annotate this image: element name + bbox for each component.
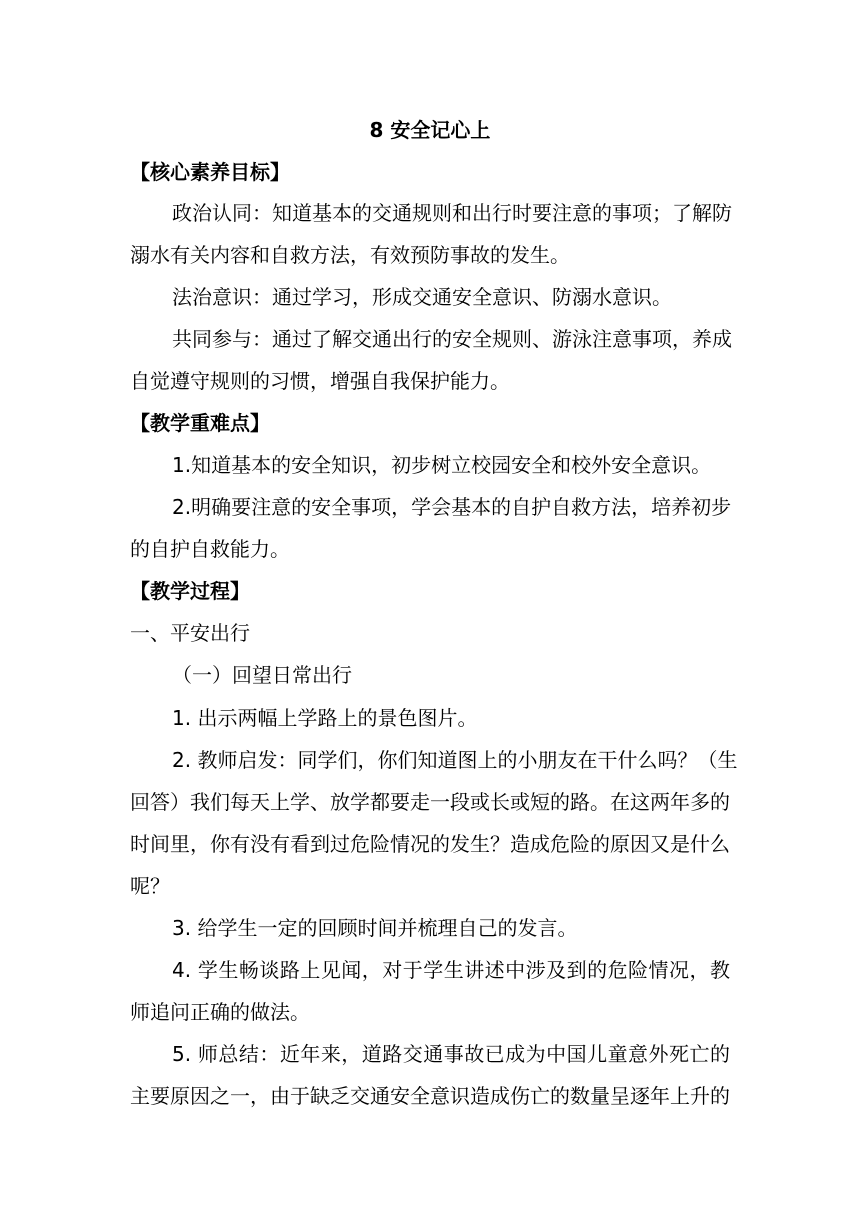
process-step2-line3: 时间里，你有没有看到过危险情况的发生？造成危险的原因又是什么 [130, 832, 730, 856]
heading-process: 【教学过程】 [130, 579, 250, 603]
process-part1-title: 一、平安出行 [130, 621, 250, 645]
process-step4-line2: 师追问正确的做法。 [130, 1000, 310, 1024]
process-step5-line1: 5. 师总结：近年来，道路交通事故已成为中国儿童意外死亡的 [172, 1042, 730, 1066]
process-step1-line1: 1. 出示两幅上学路上的景色图片。 [172, 706, 478, 730]
process-subpart1-title: （一）回望日常出行 [172, 663, 352, 687]
process-step3-line1: 3. 给学生一定的回顾时间并梳理自己的发言。 [172, 916, 578, 940]
core-goals-para1-line2: 溺水有关内容和自救方法，有效预防事故的发生。 [130, 243, 570, 267]
process-step2-line4: 呢？ [130, 874, 170, 898]
core-goals-para1-line1: 政治认同：知道基本的交通规则和出行时要注意的事项；了解防 [172, 201, 732, 225]
heading-core-goals: 【核心素养目标】 [130, 160, 290, 184]
key-points-item2-line1: 2.明确要注意的安全事项，学会基本的自护自救方法，培养初步 [172, 495, 732, 519]
process-step2-line2: 回答）我们每天上学、放学都要走一段或长或短的路。在这两年多的 [130, 790, 730, 814]
document-title: 8 安全记心上 [369, 118, 491, 142]
core-goals-para3-line1: 共同参与：通过了解交通出行的安全规则、游泳注意事项，养成 [172, 327, 732, 351]
core-goals-para2-line1: 法治意识：通过学习，形成交通安全意识、防溺水意识。 [172, 285, 672, 309]
process-step2-line1: 2. 教师启发：同学们，你们知道图上的小朋友在干什么吗？（生 [172, 748, 738, 772]
heading-key-points: 【教学重难点】 [130, 411, 270, 435]
core-goals-para3-line2: 自觉遵守规则的习惯，增强自我保护能力。 [130, 369, 510, 393]
process-step4-line1: 4. 学生畅谈路上见闻，对于学生讲述中涉及到的危险情况，教 [172, 958, 730, 982]
key-points-item1-line1: 1.知道基本的安全知识，初步树立校园安全和校外安全意识。 [172, 453, 712, 477]
process-step5-line2: 主要原因之一，由于缺乏交通安全意识造成伤亡的数量呈逐年上升的 [130, 1084, 730, 1108]
key-points-item2-line2: 的自护自救能力。 [130, 537, 290, 561]
